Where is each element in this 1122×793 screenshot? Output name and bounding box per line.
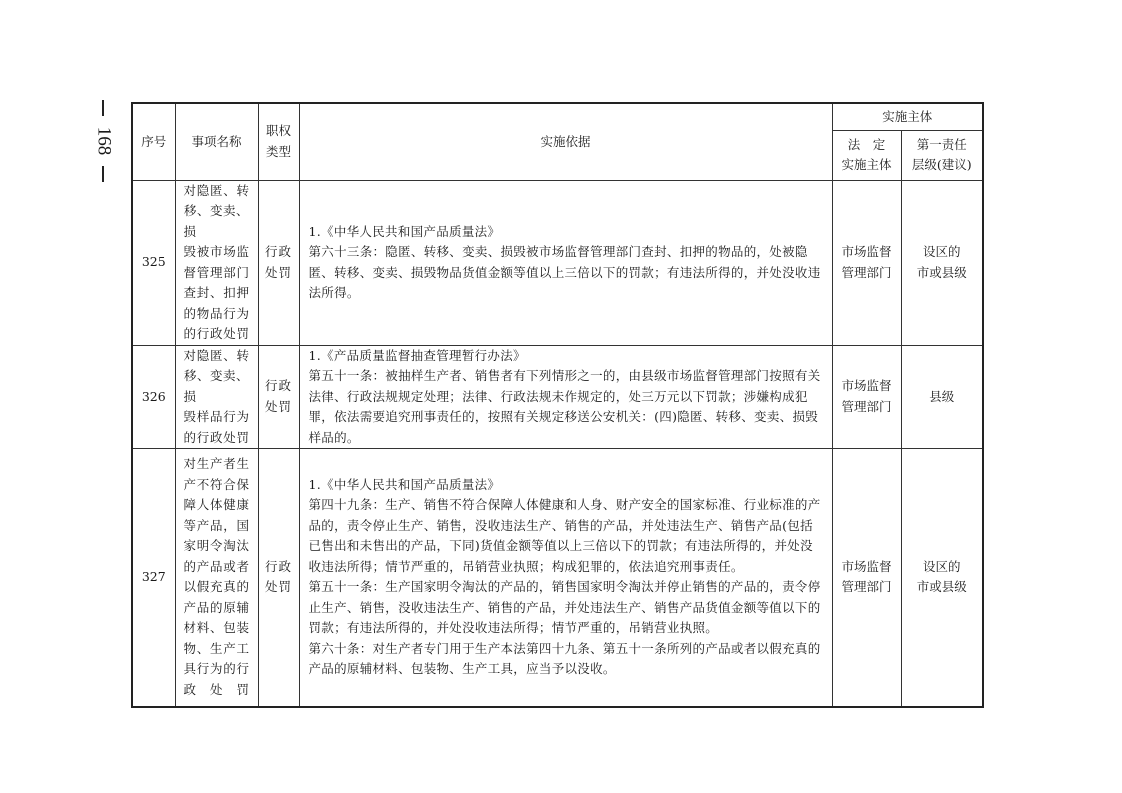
row-type: 行政 处罚 (258, 180, 299, 345)
row-level: 县级 (901, 345, 983, 449)
row-basis (299, 180, 832, 345)
basis-law-title: 1.《产品质量监督抽查管理暂行办法》 (308, 347, 526, 363)
row-name: 对隐匿、转 移、变卖、损 毁被市场监 督管理部门 查封、扣押 的物品行为 的行政处罚 (175, 180, 258, 345)
header-legal-line: 法 定 (847, 136, 886, 152)
row-seq: 327 (132, 449, 175, 707)
page-number-text: 168 (93, 126, 114, 156)
header-type-line: 职权 (265, 123, 291, 139)
row-name: 对隐匿、转 移、变卖、损 毁样品行为 的行政处罚 (175, 345, 258, 449)
basis-article: 第五十一条：被抽样生产者、销售者有下列情形之一的，由县级市场监督管理部门按照有关法律、行政法规规定处理；法律、行政法规未作规定的，处三万元以下罚款；涉嫌构成犯罪，依法需要追究刑事责任的，按照有关规定移送公安机关：(四)隐匿、转移、变卖、损毁样品的。 (308, 368, 821, 445)
row-level: 设区的 市或县级 (901, 180, 983, 345)
header-row-1 (132, 103, 983, 130)
basis-law-title: 1.《中华人民共和国产品质量法》 (308, 223, 501, 239)
header-level (901, 130, 983, 180)
header-legal-line: 实施主体 (841, 157, 892, 172)
row-basis (299, 449, 832, 707)
header-seq: 序号 (132, 103, 175, 180)
table-row (132, 345, 983, 449)
basis-article: 第五十一条：生产国家明令淘汰的产品的，销售国家明令淘汰并停止销售的产品的，责令停止生产、销售，没收违法生产、销售的产品，并处违法生产、销售产品货值金额等值以下的罚款；有违法所得的，并处没收违法所得；情节严重的，吊销营业执照。 (308, 579, 821, 636)
header-type-line: 类型 (265, 143, 291, 159)
row-seq: 325 (132, 180, 175, 345)
header-level-line: 第一责任 (916, 136, 967, 152)
matters-table (131, 102, 984, 708)
table-row (132, 180, 983, 345)
basis-article: 第六十条：对生产者专门用于生产本法第四十九条、第五十一条所列的产品或者以假充真的产品的原辅材料、包装物、生产工具，应当予以没收。 (308, 640, 821, 677)
row-legal: 市场监督 管理部门 (832, 449, 901, 707)
header-subject: 实施主体 (832, 103, 983, 130)
basis-article: 第六十三条：隐匿、转移、变卖、损毁被市场监督管理部门查封、扣押的物品的，处被隐匿、转移、变卖、损毁物品货值金额等值以上三倍以下的罚款；有违法所得的，并处没收违法所得。 (308, 244, 821, 300)
row-type: 行政 处罚 (258, 345, 299, 449)
row-basis (299, 345, 832, 449)
header-basis: 实施依据 (299, 103, 832, 180)
row-name: 对生产者生 产不符合保 障人体健康 等产品，国 家明令淘汰 的产品或者 以假充真的 产品的原辅 材料、包装 物、生产工 具行为的行 政处罚 (175, 449, 258, 707)
row-level: 设区的 市或县级 (901, 449, 983, 707)
page-number (86, 100, 120, 210)
row-type: 行政 处罚 (258, 449, 299, 707)
row-legal: 市场监督 管理部门 (832, 345, 901, 449)
header-name: 事项名称 (175, 103, 258, 180)
basis-article: 第四十九条：生产、销售不符合保障人体健康和人身、财产安全的国家标准、行业标准的产品的，责令停止生产、销售，没收违法生产、销售的产品，并处违法生产、销售产品(包括已售出和未售出的产品，下同)货值金额等值以上三倍以下的罚款；有违法所得的，并处没收违法所得；情节严重的，吊销营业执照；构成犯罪的，依法追究刑事责任。 (308, 497, 821, 574)
header-level-line: 层级(建议) (911, 157, 972, 172)
header-type (258, 103, 299, 180)
row-legal: 市场监督 管理部门 (832, 180, 901, 345)
table-row (132, 449, 983, 707)
page-number-dash-top (102, 100, 104, 116)
page-number-dash-bottom (102, 166, 104, 182)
header-legal (832, 130, 901, 180)
row-seq: 326 (132, 345, 175, 449)
basis-law-title: 1.《中华人民共和国产品质量法》 (308, 476, 501, 492)
